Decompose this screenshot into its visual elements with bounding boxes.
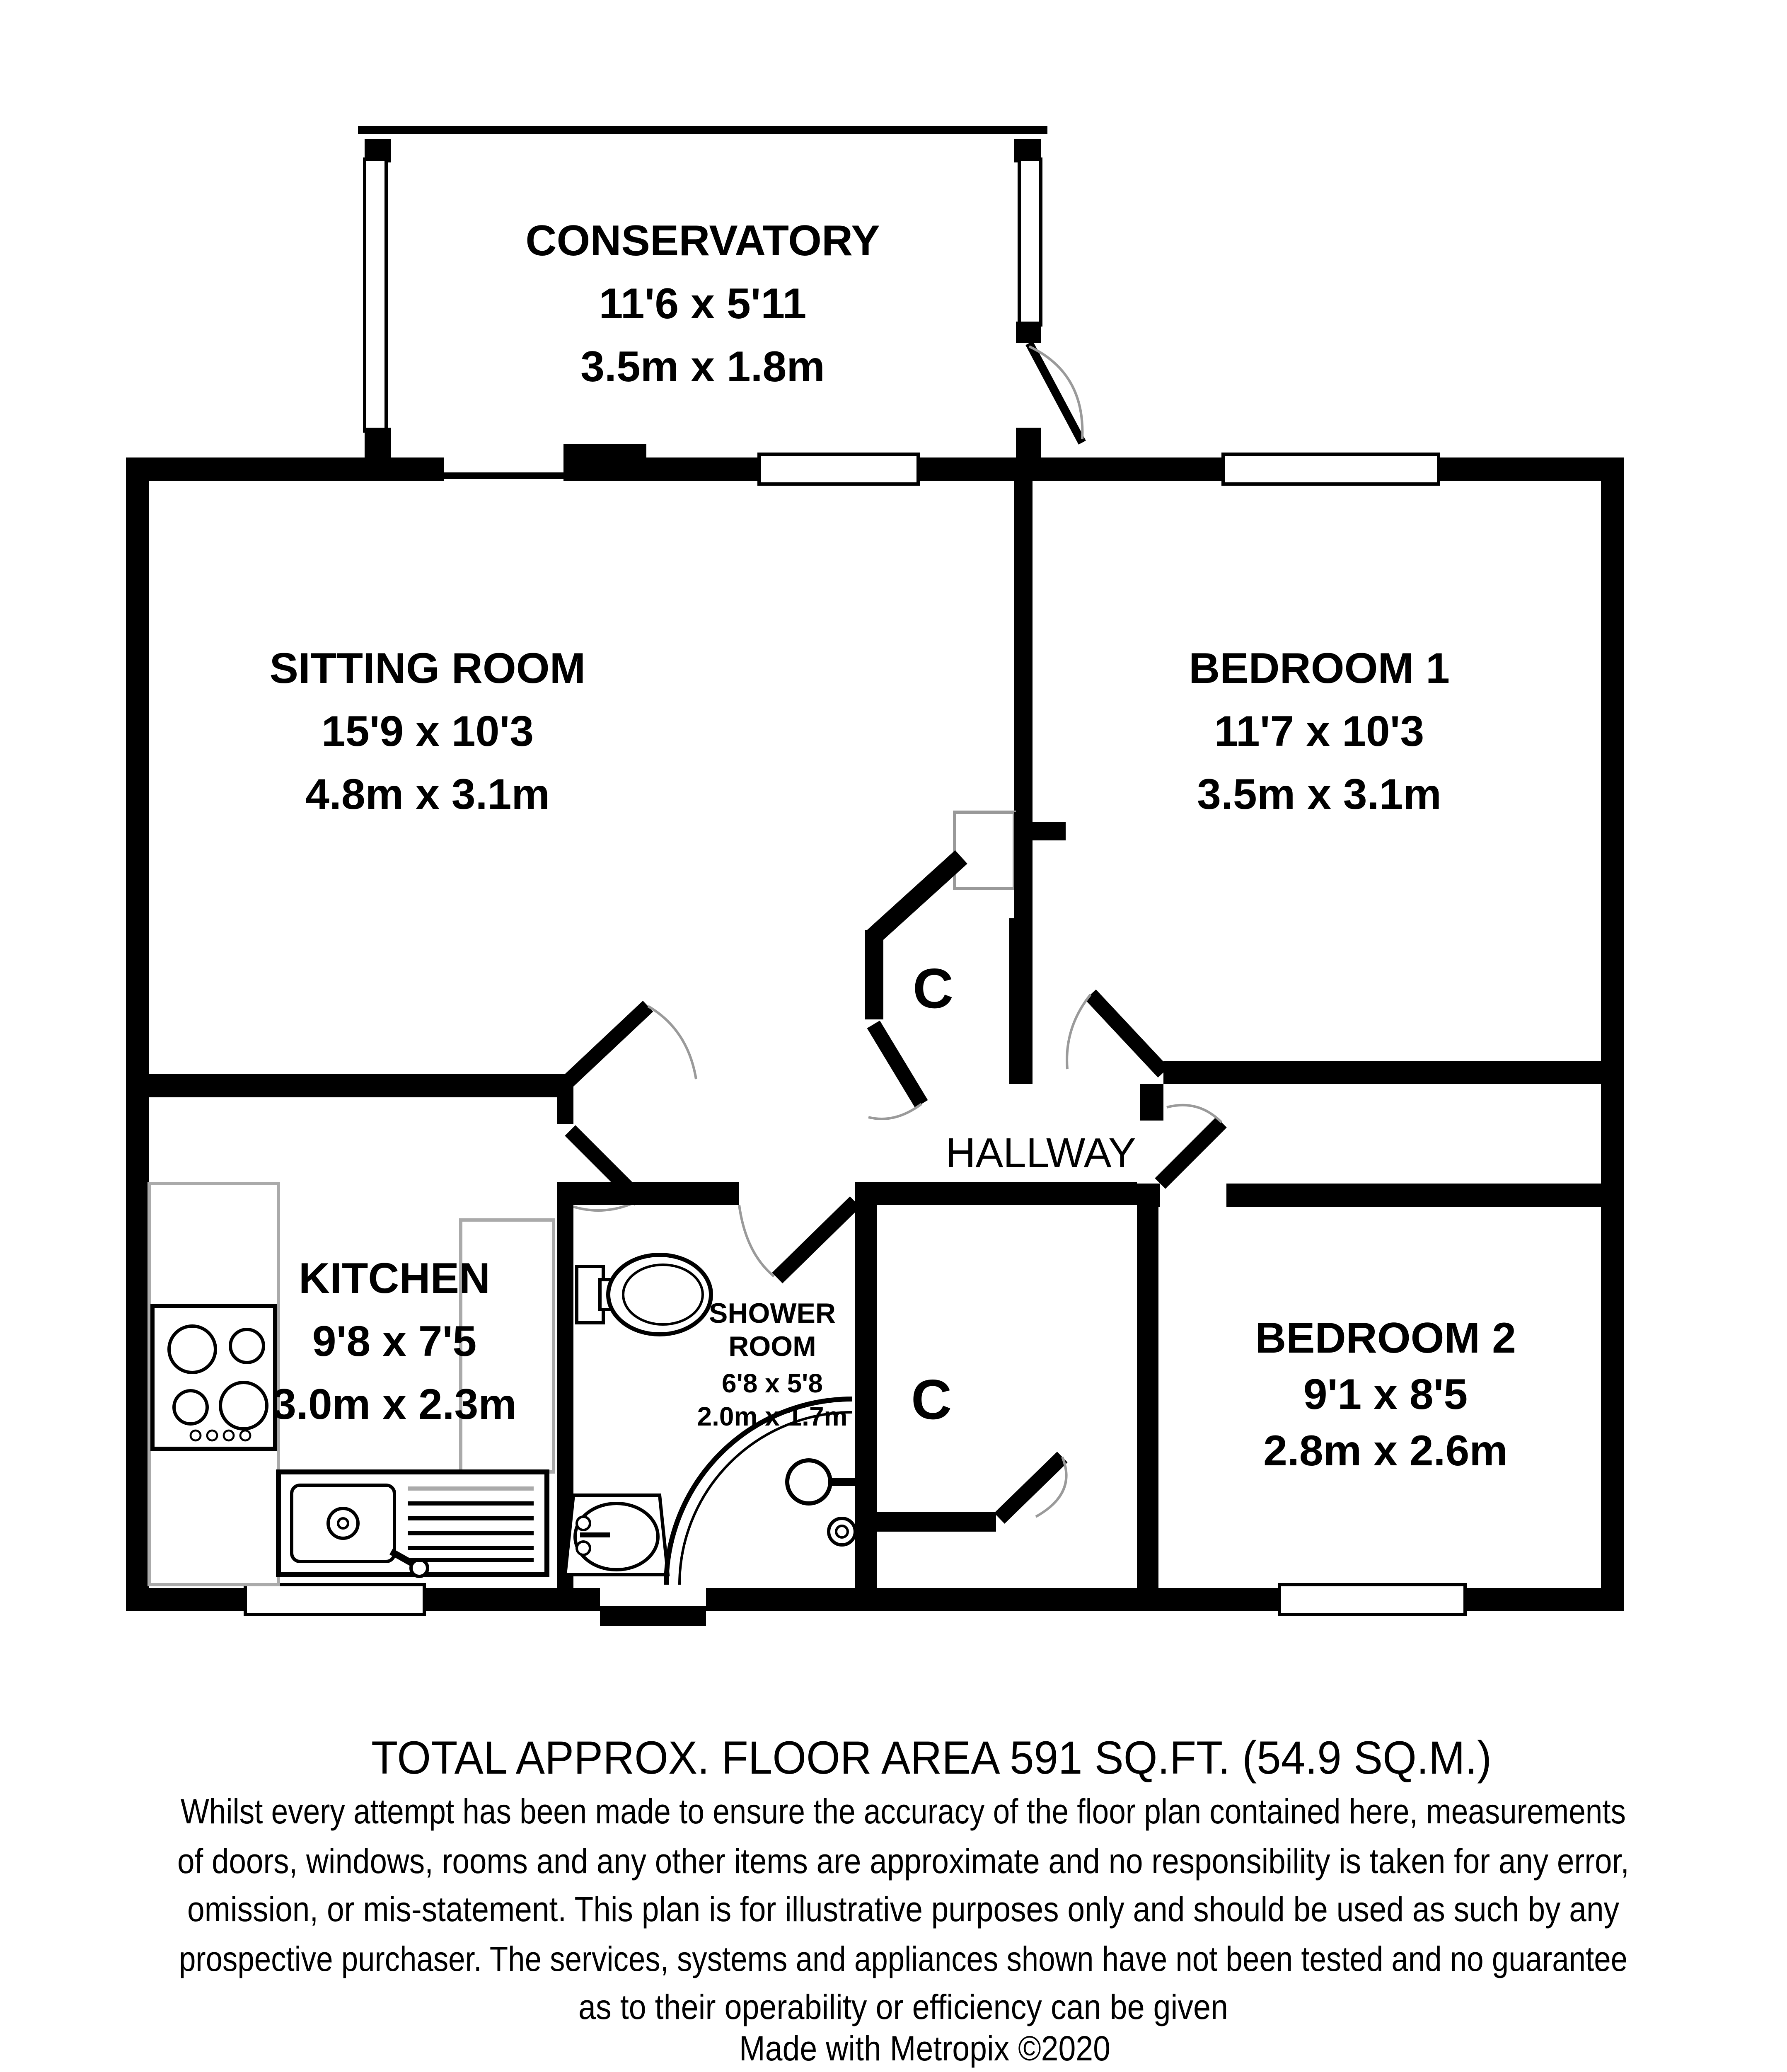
shower-door-leaf [777, 1202, 855, 1278]
bedroom2-window [1279, 1585, 1465, 1615]
conservatory-door-jamb [1016, 322, 1041, 343]
closet-top-door-arc [868, 1104, 921, 1119]
metropix-credit: Made with Metropix ©2020 [739, 2029, 1110, 2068]
closet-bottom-top-wall [855, 1182, 1137, 1205]
wall-bedroom1-hallway [1163, 1061, 1624, 1084]
shower-room-name-line2: ROOM [728, 1331, 816, 1362]
shower-room-metric: 2.0m x 1.7m [697, 1402, 848, 1431]
toilet-icon [577, 1255, 711, 1334]
wall-bedroom2-left [1137, 1184, 1158, 1588]
disclaimer-line-5: as to their operability or efficiency can be given [578, 1987, 1228, 2026]
wall-bedroom2-top [1226, 1184, 1624, 1207]
bedroom2-imperial: 9'1 x 8'5 [1303, 1370, 1468, 1418]
wall-sitting-bedroom1-lower [1014, 812, 1033, 918]
bedroom2-name: BEDROOM 2 [1255, 1314, 1516, 1362]
disclaimer-line-2: of doors, windows, rooms and any other items are approximate and no responsibility is taken for any error, [177, 1842, 1629, 1881]
closet-bottom-label: C [911, 1368, 952, 1431]
conservatory-name: CONSERVATORY [525, 217, 880, 265]
shower-room-offset-wall [600, 1606, 706, 1626]
conservatory-imperial: 11'6 x 5'11 [599, 280, 807, 328]
wall-shower-closet [855, 1182, 877, 1588]
wall-outer-left [126, 457, 149, 1611]
closet-top-left-wall [865, 930, 883, 1019]
shower-room-name-line1: SHOWER [709, 1297, 836, 1329]
closet-bottom-bottom-wall [877, 1512, 996, 1532]
footer [177, 1732, 1629, 2068]
closet-top-label: C [912, 957, 954, 1020]
kitchen-window [245, 1585, 424, 1615]
total-floor-area: TOTAL APPROX. FLOOR AREA 591 SQ.FT. (54.9 SQ.M.) [371, 1732, 1492, 1784]
patio-offset-wall [563, 444, 646, 466]
wall-outer-right [1601, 457, 1624, 1611]
sitting-room-door-arc [648, 1006, 696, 1079]
bedroom1-window [1223, 454, 1439, 484]
closet-top-chamfer-wall [873, 857, 961, 937]
shower-door-arc [739, 1205, 774, 1276]
conservatory-left-window [365, 159, 386, 431]
closet-top-door-leaf [873, 1024, 921, 1104]
wall-sitting-kitchen [149, 1074, 557, 1097]
kitchen-name: KITCHEN [298, 1254, 491, 1302]
disclaimer-line-4: prospective purchaser. The services, systems and appliances shown have not been tested and no guarantee [179, 1939, 1627, 1978]
sitting-room-imperial: 15'9 x 10'3 [321, 707, 534, 755]
hallway-jamb [1140, 1084, 1163, 1121]
bedroom2-door-arc [1167, 1105, 1221, 1122]
wall-sitting-bedroom1 [1014, 481, 1033, 812]
hallway-name: HALLWAY [945, 1130, 1136, 1176]
bedroom1-name: BEDROOM 1 [1189, 644, 1450, 692]
sitting-room-name: SITTING ROOM [269, 644, 586, 692]
chimney-niche [955, 812, 1014, 888]
disclaimer-line-1: Whilst every attempt has been made to ensure the accuracy of the floor plan contained here, measurements [181, 1792, 1626, 1831]
basin-icon [565, 1495, 668, 1575]
niche-stub [1033, 822, 1066, 840]
bedroom1-imperial: 11'7 x 10'3 [1214, 707, 1424, 755]
conservatory-post-bottomright [1016, 428, 1041, 457]
kitchen-imperial: 9'8 x 7'5 [312, 1317, 477, 1365]
sitting-room-door-leaf [565, 1006, 648, 1084]
bedroom1-door-leaf [1091, 995, 1163, 1072]
room-labels [270, 217, 1516, 1475]
sink-icon [278, 1472, 547, 1576]
conservatory-metric: 3.5m x 1.8m [580, 343, 825, 391]
sitting-room-window [759, 454, 918, 484]
bedroom2-door-leaf [1160, 1122, 1221, 1184]
kitchen-metric: 3.0m x 2.3m [272, 1380, 517, 1428]
closet-top-right-wall [1009, 918, 1033, 1084]
conservatory-post-bottomleft [365, 428, 391, 457]
bedroom2-metric: 2.8m x 2.6m [1263, 1427, 1508, 1475]
closet-bottom-door-leaf [999, 1457, 1062, 1518]
wall-shower-top [573, 1182, 739, 1205]
conservatory-top-glazing [358, 126, 1047, 134]
hob-icon [152, 1306, 275, 1449]
patio-sill [444, 472, 563, 479]
bedroom1-metric: 3.5m x 3.1m [1197, 770, 1441, 818]
conservatory-right-window [1019, 159, 1041, 325]
bedroom1-door-arc [1067, 995, 1091, 1069]
shower-room-imperial: 6'8 x 5'8 [722, 1368, 823, 1398]
sitting-room-metric: 4.8m x 3.1m [305, 770, 550, 818]
disclaimer-line-3: omission, or mis-statement. This plan is for illustrative purposes only and should be used as such by any [187, 1890, 1619, 1929]
